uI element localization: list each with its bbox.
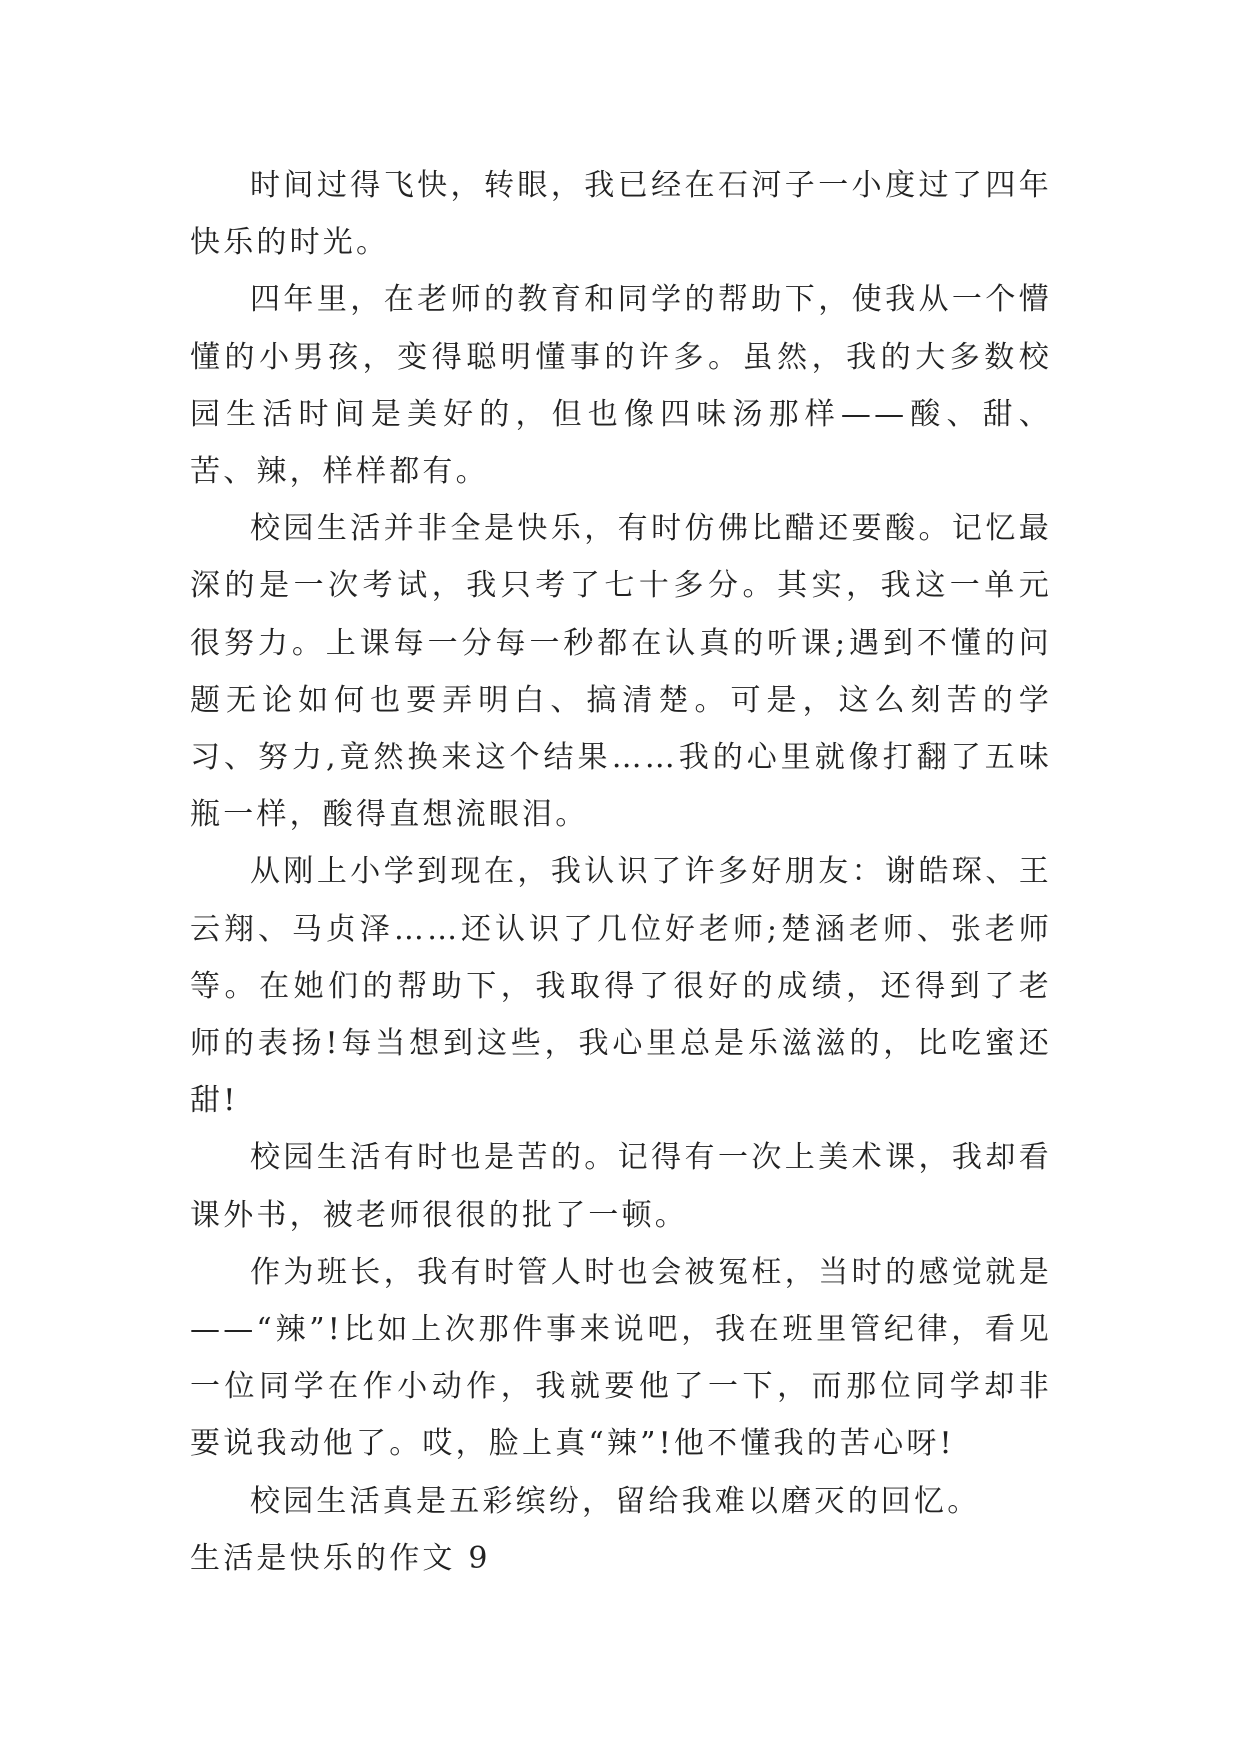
paragraph-2: 四年里，在老师的教育和同学的帮助下，使我从一个懵懂的小男孩，变得聪明懂事的许多。虽然，我的大多数校园生活时间是美好的，但也像四味汤那样——酸、甜、苦、辣，样样都有。 (190, 282, 1052, 490)
paragraph-3: 校园生活并非全是快乐，有时仿佛比醋还要酸。记忆最深的是一次考试，我只考了七十多分。其实，我这一单元很努力。上课每一分每一秒都在认真的听课;遇到不懂的问题无论如何也要弄明白、搞清楚。可是，这么刻苦的学习、努力,竟然换来这个结果……我的心里就像打翻了五味瓶一样，酸得直想流眼泪。 (190, 511, 1052, 833)
paragraph-4: 从刚上小学到现在，我认识了许多好朋友：谢皓琛、王云翔、马贞泽……还认识了几位好老师;楚涵老师、张老师等。在她们的帮助下，我取得了很好的成绩，还得到了老师的表扬!每当想到这些，我心里总是乐滋滋的，比吃蜜还甜! (190, 854, 1052, 1119)
paragraph-7: 校园生活真是五彩缤纷，留给我难以磨灭的回忆。 (250, 1483, 981, 1519)
paragraph-6: 作为班长，我有时管人时也会被冤枉，当时的感觉就是——“辣”!比如上次那件事来说吧，我在班里管纪律，看见一位同学在作小动作，我就要他了一下，而那位同学却非要说我动他了。哎，脸上真“辣”!他不懂我的苦心呀! (190, 1254, 1052, 1462)
paragraph-5: 校园生活有时也是苦的。记得有一次上美术课，我却看课外书，被老师很很的批了一顿。 (190, 1140, 1052, 1233)
essay-body (190, 157, 1052, 1587)
next-essay-heading: 生活是快乐的作文 9 (190, 1540, 491, 1576)
paragraph-1: 时间过得飞快，转眼，我已经在石河子一小度过了四年快乐的时光。 (190, 168, 1052, 261)
